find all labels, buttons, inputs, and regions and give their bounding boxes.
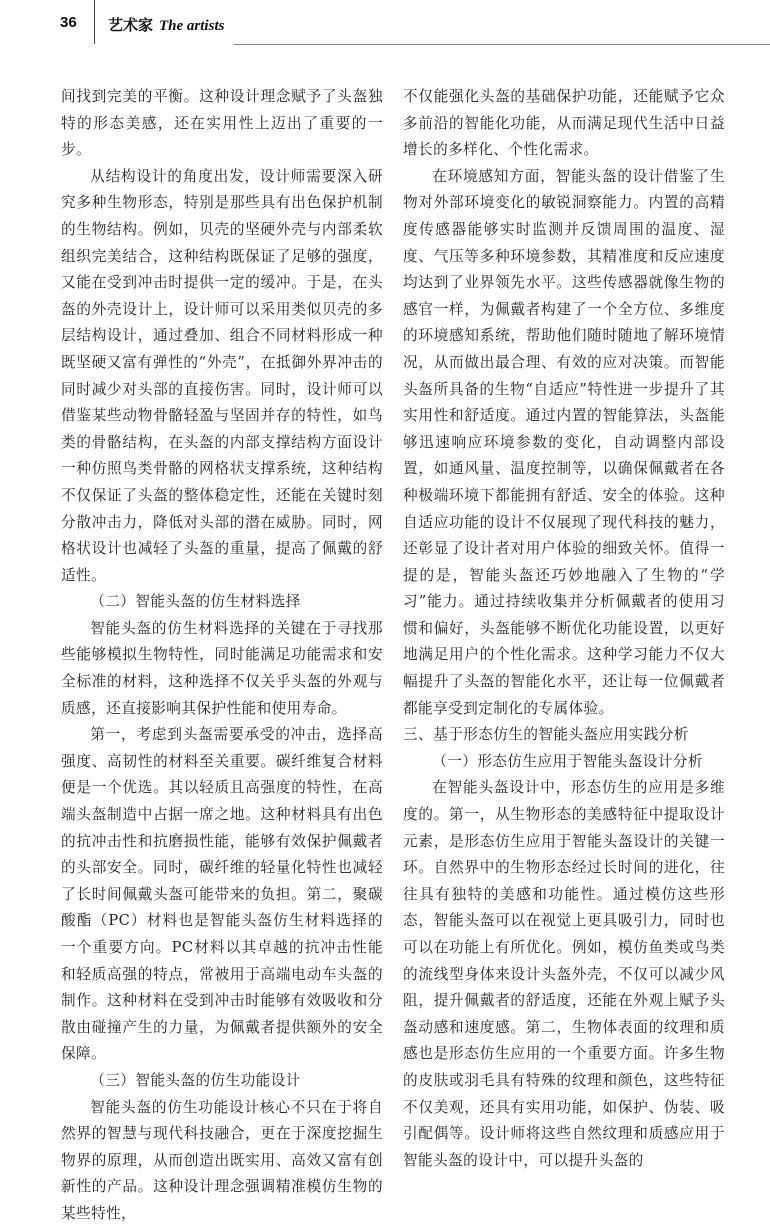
paragraph: 第一，考虑到头盔需要承受的冲击，选择高强度、高韧性的材料至关重要。碳纤维复合材料便是一个优选。其以轻质且高强度的特性，在高端头盔制造中占据一席之地。这种材料具有出色的抗冲击性和抗磨损性能，能够有效保护佩戴者的头部安全。同时，碳纤维的轻量化特性也减轻了长时间佩戴头盔可能带来的负担。第二，聚碳酸酯（PC）材料也是智能头盔仿生材料选择的一个重要方向。PC材料以其卓越的抗冲击性能和轻质高强的特点，常被用于高端电动车头盔的制作。这种材料在受到冲击时能够有效吸收和分散由碰撞产生的力量，为佩戴者提供额外的安全保障。 bbox=[61, 726, 383, 1063]
header-rule bbox=[234, 44, 770, 45]
paragraph: 不仅能强化头盔的基础保护功能，还能赋予它众多前沿的智能化功能，从而满足现代生活中日益增长的多样化、个性化需求。 bbox=[403, 88, 725, 159]
paragraph: 间找到完美的平衡。这种设计理念赋予了头盔独特的形态美感，还在实用性上迈出了重要的一步。 bbox=[61, 88, 383, 159]
header-divider bbox=[94, 0, 95, 44]
page-number: 36 bbox=[60, 14, 77, 31]
paragraph: 在环境感知方面，智能头盔的设计借鉴了生物对外部环境变化的敏锐洞察能力。内置的高精度传感器能够实时监测并反馈周围的温度、湿度、气压等多种环境参数，其精准度和反应速度均达到了业界领先水平。这些传感器就像生物的感官一样，为佩戴者构建了一个全方位、多维度的环境感知系统，帮助他们随时随地了解环境情况，从而做出最合理、有效的应对决策。而智能头盔所具备的生物“自适应”特性进一步提升了其实用性和舒适度。通过内置的智能算法，头盔能够迅速响应环境参数的变化，自动调整内部设置，如通风量、温度控制等，以确保佩戴者在各种极端环境下都能拥有舒适、安全的体验。这种自适应功能的设计不仅展现了现代科技的魅力，还彰显了设计者对用户体验的细致关怀。值得一提的是，智能头盔还巧妙地融入了生物的“学习”能力。通过持续收集并分析佩戴者的使用习惯和偏好，头盔能够不断优化功能设置，以更好地满足用户的个性化需求。这种学习能力不仅大幅提升了头盔的智能化水平，还让每一位佩戴者都能享受到定制化的专属体验。 bbox=[403, 167, 725, 717]
left-column bbox=[61, 84, 383, 1228]
subsection-heading: （二）智能头盔的仿生材料选择 bbox=[90, 593, 301, 611]
paragraph: 智能头盔的仿生功能设计核心不只在于将自然界的智慧与现代科技融合，更在于深度挖掘生物界的原理，从而创造出既实用、高效又富有创新性的产品。这种设计理念强调精准模仿生物的某些特性， bbox=[61, 1098, 383, 1222]
subsection-heading: （三）智能头盔的仿生功能设计 bbox=[90, 1071, 301, 1089]
right-column bbox=[403, 84, 725, 1174]
paragraph: 智能头盔的仿生材料选择的关键在于寻找那些能够模拟生物特性，同时能满足功能需求和安全标准的材料，这种选择不仅关乎头盔的外观与质感，还直接影响其保护性能和使用寿命。 bbox=[61, 619, 383, 717]
journal-title-cn: 艺术家 bbox=[108, 16, 154, 34]
paragraph: 从结构设计的角度出发，设计师需要深入研究多种生物形态，特别是那些具有出色保护机制的生物结构。例如，贝壳的坚硬外壳与内部柔软组织完美结合，这种结构既保证了足够的强度，又能在受到冲击时提供一定的缓冲。于是，在头盔的外壳设计上，设计师可以采用类似贝壳的多层结构设计，通过叠加、组合不同材料形成一种既坚硬又富有弹性的“外壳”，在抵御外界冲击的同时减少对头部的直接伤害。同时，设计师可以借鉴某些动物骨骼轻盈与坚固并存的特性，如鸟类的骨骼结构，在头盔的内部支撑结构方面设计一种仿照鸟类骨骼的网格状支撑系统，这种结构不仅保证了头盔的整体稳定性，还能在关键时刻分散冲击力，降低对头部的潜在威胁。同时，网格状设计也减轻了头盔的重量，提高了佩戴的舒适性。 bbox=[61, 167, 383, 584]
journal-title bbox=[108, 14, 224, 35]
page-header bbox=[0, 0, 770, 72]
journal-title-en: The artists bbox=[159, 18, 225, 34]
subsection-heading: （一）形态仿生应用于智能头盔设计分析 bbox=[432, 752, 703, 770]
section-heading: 三、基于形态仿生的智能头盔应用实践分析 bbox=[403, 726, 689, 744]
paragraph: 在智能头盔设计中，形态仿生的应用是多维度的。第一，从生物形态的美感特征中提取设计元素，是形态仿生应用于智能头盔设计的关键一环。自然界中的生物形态经过长时间的进化，往往具有独特的美感和功能性。通过模仿这些形态，智能头盔可以在视觉上更具吸引力，同时也可以在功能上有所优化。例如，模仿鱼类或鸟类的流线型身体来设计头盔外壳，不仅可以减少风阻，提升佩戴者的舒适度，还能在外观上赋予头盔动感和速度感。第二，生物体表面的纹理和质感也是形态仿生应用的一个重要方面。许多生物的皮肤或羽毛具有特殊的纹理和颜色，这些特征不仅美观，还具有实用功能，如保护、伪装、吸引配偶等。设计师将这些自然纹理和质感应用于智能头盔的设计中，可以提升头盔的 bbox=[403, 779, 725, 1169]
